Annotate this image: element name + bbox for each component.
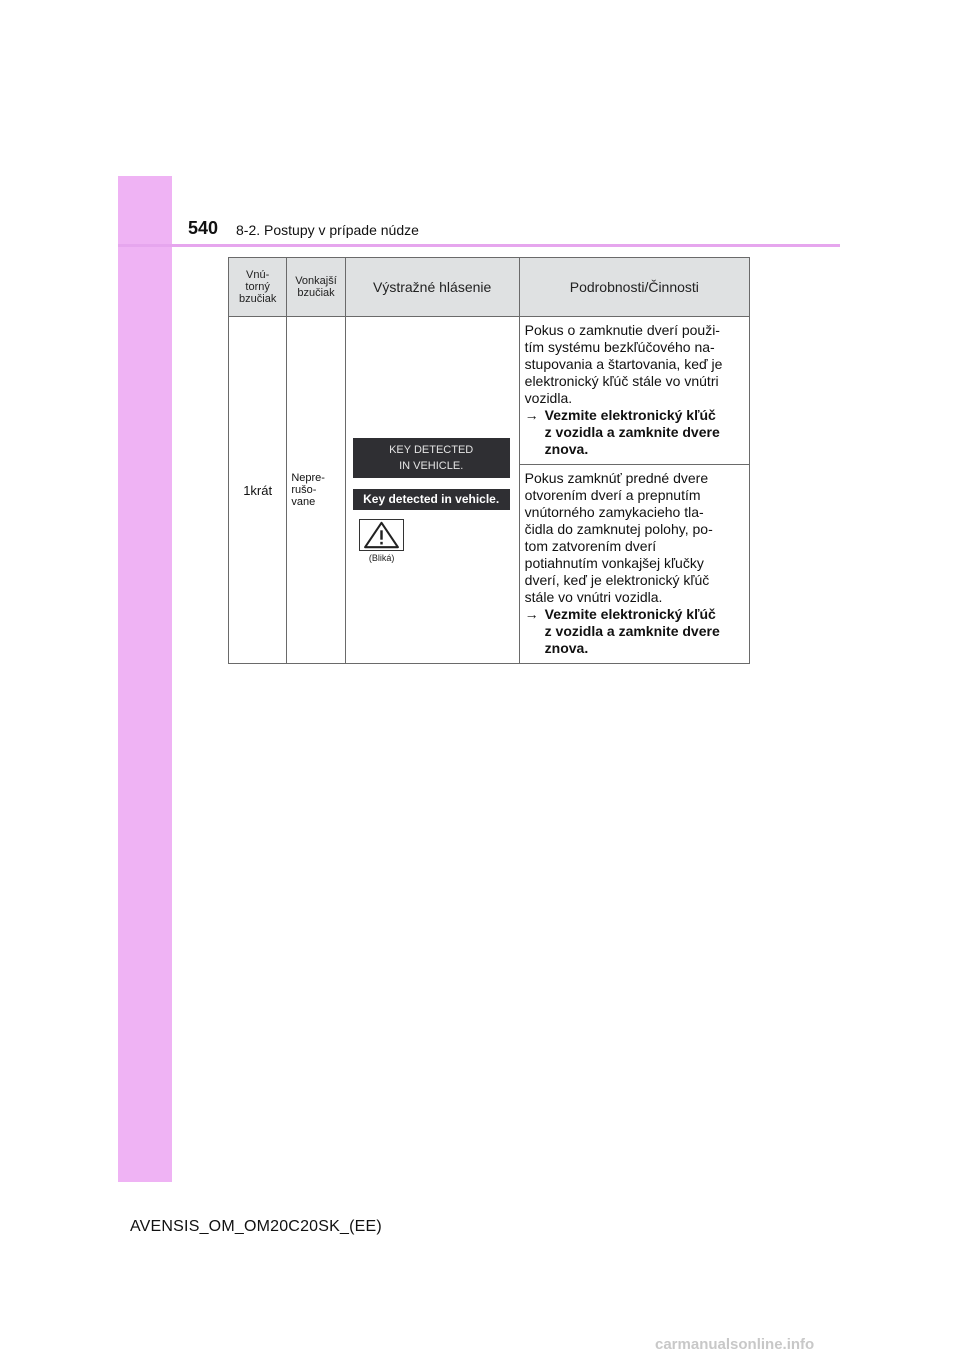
warning-blink-label: (Bliká) [368, 553, 395, 563]
section-title: 8-2. Postupy v prípade núdze [236, 222, 419, 238]
header-external-buzzer: Vonkajší bzučiak [287, 258, 345, 317]
details-cell-1: Pokus o zamknutie dverí použi- tím systému bezkľúčového na- stupovania a štartovania, keď je elektronický kľúč stále vo vnútri vozidla. → Vezmite elektronický kľúč z vozidla a zamknite dvere znova. [519, 317, 749, 465]
action-instruction: → Vezmite elektronický kľúč z vozidla a zamknite dvere znova. [524, 606, 720, 656]
chapter-sidebar-tab [118, 176, 172, 1182]
details-cell-2: Pokus zamknúť predné dvere otvorením dverí a prepnutím vnútorného zamykacieho tla- čidla do zamknutej polohy, po- tom zatvorením dverí potiahnutím vonkajšej kľučky dverí, keď je elektronický kľúč stále vo vnútri vozidla. → Vezmite elektronický kľúč z vozidla a zamknite dvere znova. [519, 465, 749, 664]
header-internal-buzzer: Vnú- torný bzučiak [229, 258, 287, 317]
page-number: 540 [188, 218, 219, 238]
arrow-right-icon: → [524, 407, 539, 423]
external-buzzer-cell: Nepre- rušo- vane [287, 317, 345, 664]
warning-table [228, 257, 750, 664]
table-row [229, 317, 750, 465]
action-instruction: → Vezmite elektronický kľúč z vozidla a zamknite dvere znova. [524, 407, 720, 457]
display-message: Key detected in vehicle. [353, 489, 510, 510]
table-header-row [229, 258, 750, 317]
header-warning-message: Výstražné hlásenie [345, 258, 519, 317]
watermark-link[interactable]: carmanualsonline.info [655, 1336, 815, 1353]
header-details: Podrobnosti/Činnosti [519, 258, 749, 317]
header-rule [118, 244, 840, 247]
multi-display-message: KEY DETECTED IN VEHICLE. [353, 438, 510, 478]
internal-buzzer-cell: 1krát [229, 317, 287, 664]
warning-triangle-icon [359, 519, 404, 551]
document-code-footer: AVENSIS_OM_OM20C20SK_(EE) [130, 1218, 382, 1235]
warning-message-cell [345, 317, 519, 664]
arrow-right-icon: → [524, 606, 539, 622]
